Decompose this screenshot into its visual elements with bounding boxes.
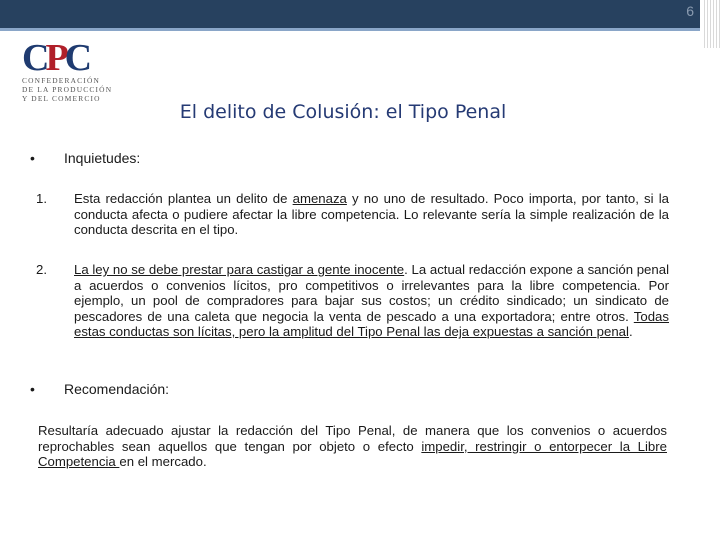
bullet-marker: • [30,381,35,397]
logo-wordmark [22,76,114,103]
logo-word-line: CONFEDERACIÓN [22,76,101,85]
cpc-logo [22,37,114,104]
recomendacion-label: Recomendación: [64,381,170,397]
header-band [0,0,700,28]
logo-letter-c: C [22,37,46,79]
item-2-underlined-conclusion: Todas estas conductas son lícitas, pero la amplitud del Tipo Penal las deja expuestas a sanción penal [74,308,669,339]
page-edge-decoration [702,0,720,48]
recommendation-text-post: en el mercado. [119,454,207,469]
item-2-text-end: . [628,324,633,339]
logo-letter-c: C [64,37,89,79]
logo-word-line: DE LA PRODUCCIÓN [22,85,113,94]
item-1-underlined: amenaza [292,191,347,206]
item-number: 2. [36,262,47,277]
logo-letter-p: P [45,37,65,79]
item-1-text [74,191,669,238]
recommendation-paragraph [38,423,667,470]
item-1-text-pre: Esta redacción plantea un delito de [74,191,293,206]
recommendation-text-pre: Resultaría adecuado ajustar la redacción del Tipo Penal, de manera que los convenios o acuerdos reprochables sean aquellos que tengan por objeto o efecto [38,423,667,454]
item-2-underlined-lead: La ley no se debe prestar para castigar a gente inocente [74,262,405,277]
item-number: 1. [36,191,47,206]
slide-title: El delito de Colusión: el Tipo Penal [179,101,507,123]
item-2-text-mid: . La actual redacción expone a sanción penal a acuerdos o convenios lícitos, pro competitivos o irrelevantes para la libre competencia. Por ejemplo, un pool de compradores para bajar sus costos; un crédito sindicado; un sindicato de pescadores de una caleta que negocia la venta de pescado a una exportadora; entre otros. [74,262,669,324]
logo-word-line: Y DEL COMERCIO [22,94,101,103]
item-1-text-post: y no uno de resultado. Poco importa, por tanto, si la conducta afecta o pudiere afectar la libre competencia. Lo relevante sería la simple realización de la conducta descrita en el tipo. [74,191,669,237]
bullet-marker: • [30,150,35,166]
item-2-text [74,262,669,340]
header-accent-line [0,28,700,31]
page-number: 6 [686,3,694,19]
inquietudes-label: Inquietudes: [64,150,141,166]
recommendation-underlined: impedir, restringir o entorpecer la Libre Competencia [38,438,667,469]
logo-letters [22,37,114,79]
